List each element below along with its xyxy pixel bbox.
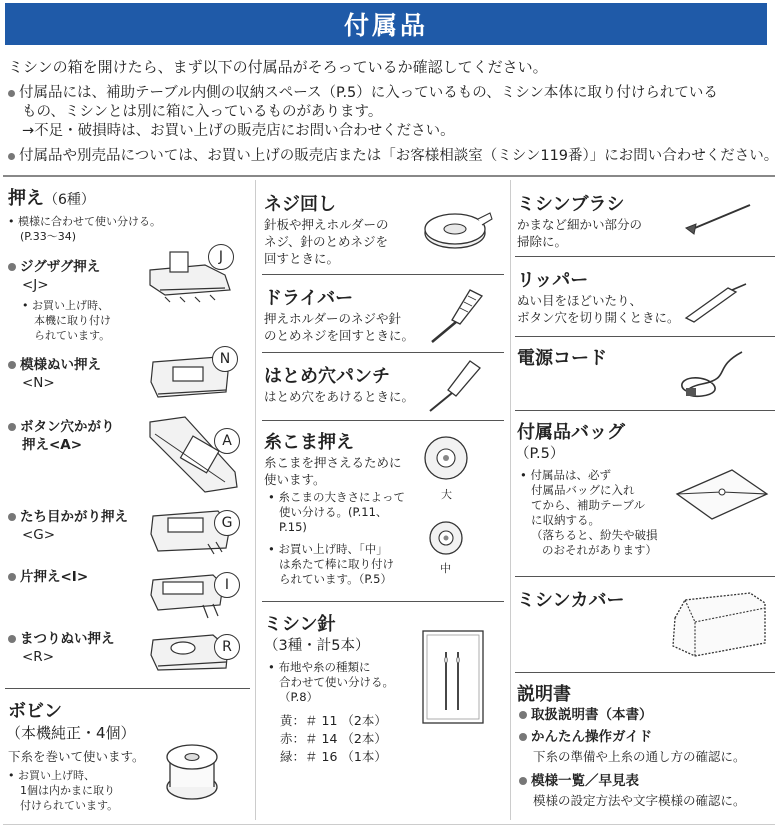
column-divider xyxy=(255,180,256,820)
foot-name: ジグザグ押え xyxy=(20,259,101,275)
foot-j-label xyxy=(8,258,100,294)
needle-pack-icon xyxy=(422,630,484,724)
desc-line: ボタン穴を切り開くときに。 xyxy=(517,310,680,325)
desc-line: • 模様に合わせて使い分ける。 xyxy=(8,215,161,228)
desc-line: 合わせて使い分ける。 xyxy=(279,675,394,689)
desc-line: かまなど細かい部分の xyxy=(517,217,643,232)
letter-badge xyxy=(214,510,240,536)
punch-title: はとめ穴パンチ xyxy=(264,366,390,387)
foot-r-label xyxy=(8,630,115,666)
desc-line: のおそれがあります） xyxy=(542,543,657,557)
top-rule xyxy=(3,175,775,177)
needle-size: ：＃ 11 （2本） xyxy=(292,713,387,728)
ripper-title: リッパー xyxy=(517,270,589,291)
note-line: →不足・破損時は、お買い上げの販売店にお問い合わせください。 xyxy=(22,123,455,139)
notes xyxy=(8,84,778,166)
badge-letter: R xyxy=(222,639,232,655)
desc-line: （P.8） xyxy=(279,690,319,704)
section-rule xyxy=(515,336,775,337)
brush-icon xyxy=(680,200,760,240)
badge-letter: N xyxy=(219,351,231,367)
note-line: • 糸こまの大きさによって xyxy=(268,490,405,504)
bullet-icon xyxy=(8,573,16,581)
note-line: 付けられています。 xyxy=(20,799,119,812)
manual-label: 取扱説明書（本書） xyxy=(531,707,653,723)
foot-name: 片押え<I> xyxy=(20,569,89,585)
note-line: は糸たて棒に取り付け xyxy=(279,557,394,571)
badge-letter: I xyxy=(224,577,230,593)
presser-feet-section xyxy=(8,184,95,210)
spool-cap-note1 xyxy=(268,490,405,535)
desc-line: に収納する。 xyxy=(531,513,600,527)
desc-line: 針板や押えホルダーの xyxy=(264,217,389,232)
needle-size-list xyxy=(280,712,387,766)
bullet-icon xyxy=(519,711,527,719)
machine-cover-icon xyxy=(665,588,775,663)
bag-sub: （P.5） xyxy=(515,446,565,462)
column-divider xyxy=(510,180,511,820)
disc-screwdriver-icon xyxy=(420,205,495,255)
spool-cap-medium-icon xyxy=(428,518,468,558)
needle-row xyxy=(280,730,387,748)
desc-line: 押えホルダーのネジや針 xyxy=(264,311,402,326)
foot-code: <G> xyxy=(22,527,56,543)
spool-cap-desc xyxy=(264,454,402,488)
note-line: • お買い上げ時、 xyxy=(22,299,109,312)
letter-badge xyxy=(214,428,240,454)
manual-item xyxy=(519,772,639,790)
desc-line: (P.33～34) xyxy=(20,230,76,243)
letter-badge xyxy=(214,634,240,660)
foot-code: <N> xyxy=(22,375,55,391)
foot-code: <R> xyxy=(22,649,55,665)
bullet-icon xyxy=(8,153,15,160)
section-count: （6種） xyxy=(44,192,95,208)
desc-line: 糸こまを押さえるために xyxy=(264,455,402,470)
section-rule xyxy=(515,576,775,577)
bullet-icon xyxy=(8,361,16,369)
bullet-icon xyxy=(519,733,527,741)
section-rule xyxy=(262,274,504,275)
bobbin-note xyxy=(8,768,118,813)
driver-title: ドライバー xyxy=(264,288,354,309)
note-line: • お買い上げ時、 xyxy=(8,769,95,782)
disc-screwdriver-title: ネジ回し xyxy=(264,194,336,215)
manual-desc: 模様の設定方法や文字模様の確認に。 xyxy=(533,793,746,808)
desc-line: （落ちると、紛失や破損 xyxy=(531,528,658,542)
section-rule xyxy=(262,601,504,602)
spool-cap-large-icon xyxy=(423,434,473,484)
seam-ripper-icon xyxy=(676,282,751,327)
bottom-rule xyxy=(3,824,775,825)
section-rule xyxy=(515,256,775,257)
needle-color: 緑 xyxy=(280,749,293,764)
letter-badge xyxy=(214,572,240,598)
section-rule xyxy=(515,410,775,411)
foot-n-label xyxy=(8,356,101,392)
desc-line: 掃除に。 xyxy=(517,234,568,249)
manual-label: 模様一覧／早見表 xyxy=(531,773,639,789)
desc-line: • 布地や糸の種類に xyxy=(268,660,371,674)
desc-line: ぬい目をほどいたり、 xyxy=(517,293,643,308)
desc-line: ネジ、針のとめネジを xyxy=(264,234,389,249)
needle-size: ：＃ 14 （2本） xyxy=(292,731,387,746)
bobbin-sub: （本機純正・4個） xyxy=(6,724,136,742)
note-line: られています。（P.5） xyxy=(279,572,392,586)
desc-line: 回すときに。 xyxy=(264,251,340,266)
bullet-icon xyxy=(8,90,15,97)
foot-name: たち目かがり押え xyxy=(20,509,128,525)
foot-a-label xyxy=(8,418,115,454)
foot-j-note xyxy=(22,298,111,343)
manual-item xyxy=(519,728,652,746)
foot-g-label xyxy=(8,508,128,544)
needle-title: ミシン針 xyxy=(264,614,336,635)
size-label-medium: 中 xyxy=(440,562,451,575)
note-line: • お買い上げ時、「中」 xyxy=(268,542,388,556)
desc-line: 使います。 xyxy=(264,472,326,487)
manual-item xyxy=(519,706,653,724)
power-cord-icon xyxy=(672,348,752,408)
spool-cap-note2 xyxy=(268,542,394,587)
size-label-large: 大 xyxy=(441,488,452,501)
spool-cap-title: 糸こま押え xyxy=(264,432,354,453)
desc-line: のとめネジを回すときに。 xyxy=(264,328,415,343)
foot-code: <J> xyxy=(22,277,49,293)
note-line: 使い分ける。(P.11、 xyxy=(279,505,388,519)
foot-name: まつりぬい押え xyxy=(20,631,115,647)
needle-size: ：＃ 16 （1本） xyxy=(292,749,387,764)
brush-desc xyxy=(517,216,642,250)
page-title-banner xyxy=(5,3,767,45)
disc-screwdriver-desc xyxy=(264,216,389,267)
bullet-icon xyxy=(519,777,527,785)
letter-badge xyxy=(212,346,238,372)
needle-color: 黄 xyxy=(280,713,293,728)
cover-title: ミシンカバー xyxy=(517,590,625,611)
bobbin-title: ボビン xyxy=(8,701,62,722)
needle-row xyxy=(280,712,387,730)
section-title: 押え xyxy=(8,188,44,209)
badge-letter: A xyxy=(222,433,232,449)
needle-desc xyxy=(268,660,394,705)
accessory-bag-icon xyxy=(672,464,772,524)
note-line: 付属品や別売品については、お買い上げの販売店または「お客様相談室（ミシン119番）」にお問い合わせください。 xyxy=(19,148,779,164)
desc-line: 付属品バッグに入れ xyxy=(531,483,635,497)
needle-color: 赤 xyxy=(280,731,293,746)
intro-text: ミシンの箱を開けたら、まず以下の付属品がそろっているか確認してください。 xyxy=(8,58,548,76)
section-rule xyxy=(515,672,775,673)
letter-badge xyxy=(208,244,234,270)
note-line: 付属品には、補助テーブル内側の収納スペース（P.5）に入っているもの、ミシン本体に取り付けられている xyxy=(19,85,718,101)
brush-title: ミシンブラシ xyxy=(517,194,625,215)
bullet-icon xyxy=(8,513,16,521)
section-rule xyxy=(5,688,250,689)
foot-name: 模様ぬい押え xyxy=(20,357,101,373)
bobbin-icon xyxy=(162,742,222,802)
desc-line: • 付属品は、必ず xyxy=(520,468,611,482)
needle-row xyxy=(280,748,387,766)
needle-sub: （3種・計5本） xyxy=(264,638,370,654)
section-rule xyxy=(262,352,504,353)
page-title: 付属品 xyxy=(343,11,428,40)
badge-letter: J xyxy=(218,249,224,265)
punch-desc: はとめ穴をあけるときに。 xyxy=(264,389,415,404)
manual-desc: 下糸の準備や上糸の通し方の確認に。 xyxy=(533,749,746,764)
section-rule xyxy=(262,420,504,421)
bag-desc xyxy=(520,468,658,558)
note-line: 本機に取り付け xyxy=(34,314,111,327)
punch-icon xyxy=(420,356,490,416)
foot-i-label xyxy=(8,568,88,586)
power-cord-title: 電源コード xyxy=(517,348,607,369)
manual-title: 説明書 xyxy=(517,684,571,705)
manual-label: かんたん操作ガイド xyxy=(531,729,653,745)
bullet-icon xyxy=(8,263,16,271)
badge-letter: G xyxy=(221,515,233,531)
note-line: もの、ミシンとは別に箱に入っているものがあります。 xyxy=(22,104,383,120)
foot-name: ボタン穴かがり xyxy=(20,419,115,435)
driver-desc xyxy=(264,310,414,344)
bullet-icon xyxy=(8,423,16,431)
presser-desc xyxy=(8,214,161,244)
desc-line: てから、補助テーブル xyxy=(531,498,645,512)
note-line: P.15) xyxy=(279,520,307,534)
screwdriver-icon xyxy=(420,282,490,347)
foot-code: 押え<A> xyxy=(22,437,83,453)
note-line: られています。 xyxy=(34,329,111,342)
ripper-desc xyxy=(517,292,680,326)
note-line: 1個は内かまに取り xyxy=(20,784,115,797)
bullet-icon xyxy=(8,635,16,643)
bobbin-desc: 下糸を巻いて使います。 xyxy=(8,749,145,764)
bag-title: 付属品バッグ xyxy=(517,422,625,443)
